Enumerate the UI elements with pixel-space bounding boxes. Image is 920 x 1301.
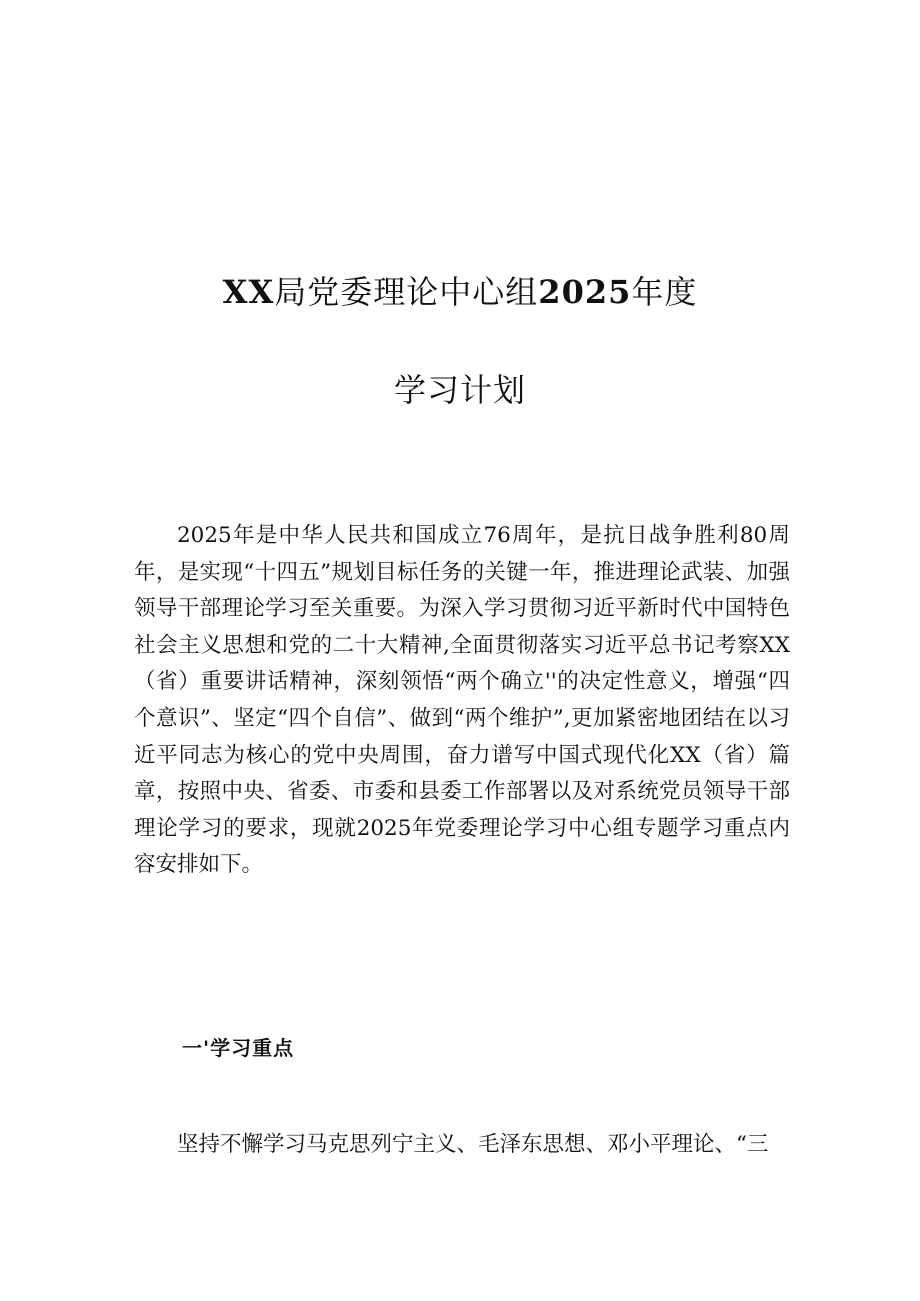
study-focus-paragraph: 坚持不懈学习马克思列宁主义、毛泽东思想、邓小平理论、“三 bbox=[177, 1132, 769, 1157]
document-title-line-1 bbox=[0, 272, 920, 312]
document-title-line-2: 学习计划 bbox=[393, 371, 526, 409]
section-heading-study-focus: 一'学习重点 bbox=[182, 1036, 295, 1060]
intro-paragraph: 2025年是中华人民共和国成立76周年，是抗日战争胜利80周年，是实现“十四五”规划目标任务的关键一年，推进理论武装、加强领导干部理论学习至关重要。为深入学习贯彻习近平新时代中国特色社会主义思想和党的二十大精神,全面贯彻落实习近平总书记考察XX（省）重要讲话精神，深刻领悟“两个确立''的决定性意义，增强“四个意识”、坚定“四个自信”、做到“两个维护”,更加紧密地团结在以习近平同志为核心的党中央周围，奋力谱写中国式现代化XX（省）篇章，按照中央、省委、市委和县委工作部署以及对系统党员领导干部理论学习的要求，现就2025年党委理论学习中心组专题学习重点内容安排如下。 bbox=[134, 523, 790, 878]
title-xx: XX bbox=[222, 273, 275, 311]
title-suffix: 年度 bbox=[631, 273, 698, 311]
title-middle: 局党委理论中心组 bbox=[274, 273, 539, 311]
title-year: 2025 bbox=[538, 273, 632, 311]
